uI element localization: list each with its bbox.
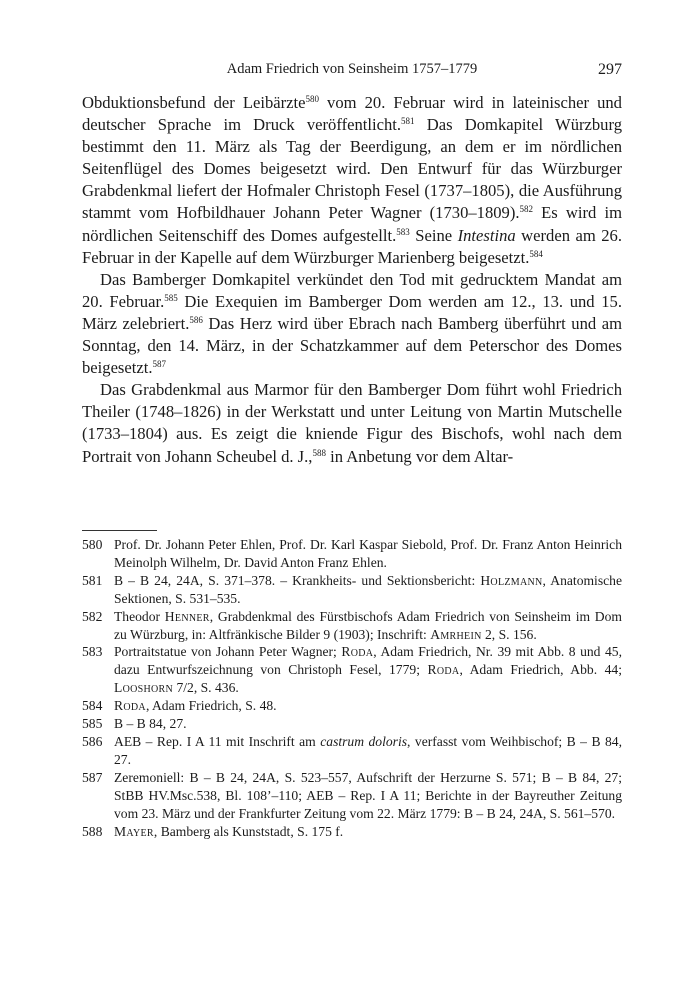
author-name: Henner <box>164 608 210 624</box>
footnote-number: 585 <box>82 716 103 732</box>
author-name: Roda <box>114 698 146 714</box>
footnote-number: 586 <box>82 733 103 749</box>
author-name: Amrhein <box>430 626 482 642</box>
footnote-ref-582[interactable]: 582 <box>519 204 534 215</box>
text-span: B – B 24, 24A, S. 371–378. – Krankheits- und Sektionsbericht: <box>114 572 481 588</box>
author-name: Mayer <box>114 823 154 839</box>
text-span: Es wird im nördlichen Seitenschiff des Domes aufgestellt. <box>82 203 622 245</box>
footnote-582 <box>82 608 622 644</box>
text-span: vom 20. Februar wird in lateinischer und deutscher Sprache im Druck veröffentlicht. <box>82 93 622 135</box>
main-text <box>82 92 622 468</box>
footnote-584 <box>82 697 622 715</box>
footnote-ref-580[interactable]: 580 <box>305 94 319 104</box>
text-span: AEB – Rep. I A 11 mit Inschrift am <box>114 733 321 749</box>
footnote-number: 583 <box>82 644 103 660</box>
footnote-587 <box>82 769 622 823</box>
text-span: Das Domkapitel Würzburg bestimmt den 11. März als Tag der Beerdigung, an dem er im nördlichen Seitenflügel des Domes beigesetzt wird. Den Entwurf für das Würzburger Grabdenkmal liefert der Hofmaler Christoph Fesel (1737–1805), die Ausführung stammt vom Hofbildhauer Johann Peter Wagner (1730–1809). <box>82 115 622 223</box>
footnote-ref-585[interactable]: 585 <box>164 292 178 303</box>
footnote-581 <box>82 572 622 608</box>
paragraph-1 <box>82 92 622 269</box>
footnote-586 <box>82 733 622 769</box>
footnote-text <box>114 715 622 733</box>
text-span: Die Exequien im Bamberger Dom werden am 12., 13. und 15. März zelebriert. <box>82 291 622 333</box>
footnote-text <box>114 823 622 841</box>
author-name: Roda <box>427 662 460 678</box>
text-span: Theodor <box>114 608 165 624</box>
footnote-number: 580 <box>82 537 103 552</box>
text-span: Das Bamberger Domkapitel verkündet den Tod mit gedrucktem Mandat am 20. Februar. <box>82 269 622 311</box>
footnote-ref-588[interactable]: 588 <box>312 447 326 458</box>
text-span: Zeremoniell: B – B 24, 24A, S. 523–557, Aufschrift der Herzurne S. 571; B – B 84, 27; StBB HV.Msc.538, Bl. 108’–110; AEB – Rep. I A 11; Berichte in der Bayreuther Zeitung vom 23. März und der Frankfurter Zeitung vom 22. März 1779: B – B 24, 24A, S. 561–570. <box>114 769 622 821</box>
author-name: Holzmann <box>480 572 543 588</box>
text-span: , Anatomische Sektionen, S. 531–535. <box>114 572 622 606</box>
text-span: 2, S. 156. <box>481 626 537 642</box>
footnote-text <box>114 769 622 823</box>
footnote-text <box>114 536 622 572</box>
text-span: Prof. Dr. Johann Peter Ehlen, Prof. Dr. Karl Kaspar Siebold, Prof. Dr. Franz Anton Heinrich Meinolph Wilhelm, Dr. David Anton Franz Ehlen. <box>114 537 622 570</box>
footnote-ref-587[interactable]: 587 <box>152 359 166 370</box>
text-span: in Anbetung vor dem Altar- <box>325 446 514 466</box>
footnote-separator <box>82 530 157 531</box>
text-span: , Grabdenkmal des Fürstbischofs Adam Friedrich von Seinsheim im Dom zu Würzburg, in: Altfränkische Bilder 9 (1903); Inschrift: <box>114 608 622 642</box>
text-span: Portraitstatue von Johann Peter Wagner; <box>114 644 342 660</box>
footnote-text <box>114 572 622 608</box>
footnote-580 <box>82 536 622 572</box>
text-span: , Adam Friedrich, Abb. 44; <box>459 662 623 678</box>
text-span: , Adam Friedrich, S. 48. <box>145 698 277 714</box>
text-span: , Bamberg als Kunststadt, S. 175 f. <box>153 823 344 839</box>
footnote-583 <box>82 643 622 697</box>
paragraph-3 <box>82 379 622 467</box>
text-span: Obduktionsbefund der Leibärzte <box>82 93 306 112</box>
text-span: Das Grabdenkmal aus Marmor für den Bamberger Dom führt wohl Friedrich Theiler (1748–1826) in der Werkstatt und unter Leitung von Martin Mutschelle (1733–1804) aus. Es zeigt die kniende Figur des Bischofs, wohl nach dem Portrait von Johann Scheubel d. J., <box>82 380 622 466</box>
footnote-number: 581 <box>82 572 103 588</box>
italic-term: castrum doloris <box>320 733 408 749</box>
text-span: , Adam Friedrich, Nr. 39 mit Abb. 8 und 45, dazu Entwurfszeichnung von Christoph Fesel, 1779; <box>114 644 622 678</box>
text-span: werden am 26. Februar in der Kapelle auf dem Würzburger Marienberg beigesetzt. <box>82 225 622 267</box>
footnotes <box>82 536 622 840</box>
text-span: 7/2, S. 436. <box>173 680 239 696</box>
text-span: B – B 84, 27. <box>114 716 187 732</box>
footnote-number: 582 <box>82 608 103 624</box>
page-header <box>82 61 622 83</box>
footnote-text <box>114 643 622 697</box>
author-name: Roda <box>341 644 374 660</box>
footnote-number: 584 <box>82 698 103 714</box>
footnote-text <box>114 733 622 769</box>
footnote-text <box>114 608 622 644</box>
text-span: Seine <box>409 225 458 245</box>
page-number: 297 <box>598 61 622 78</box>
footnote-588 <box>82 823 622 841</box>
footnote-number: 588 <box>82 823 103 839</box>
text-span: , verfasst vom Weihbischof; B – B 84, 27. <box>114 733 622 767</box>
footnote-ref-586[interactable]: 586 <box>189 314 203 325</box>
footnote-text <box>114 697 622 715</box>
author-name: Looshorn <box>114 680 174 696</box>
running-title: Adam Friedrich von Seinsheim 1757–1779 <box>226 61 478 77</box>
footnote-ref-581[interactable]: 581 <box>401 116 415 127</box>
footnote-585 <box>82 715 622 733</box>
footnote-number: 587 <box>82 769 103 785</box>
text-span: Das Herz wird über Ebrach nach Bamberg überführt und am Sonntag, den 14. März, in der Schatzkammer auf dem Peterschor des Domes beigesetzt. <box>82 313 623 378</box>
paragraph-2 <box>82 269 622 379</box>
footnote-ref-583[interactable]: 583 <box>396 226 410 237</box>
footnote-ref-584[interactable]: 584 <box>529 248 543 259</box>
italic-term: Intestina <box>457 225 516 245</box>
